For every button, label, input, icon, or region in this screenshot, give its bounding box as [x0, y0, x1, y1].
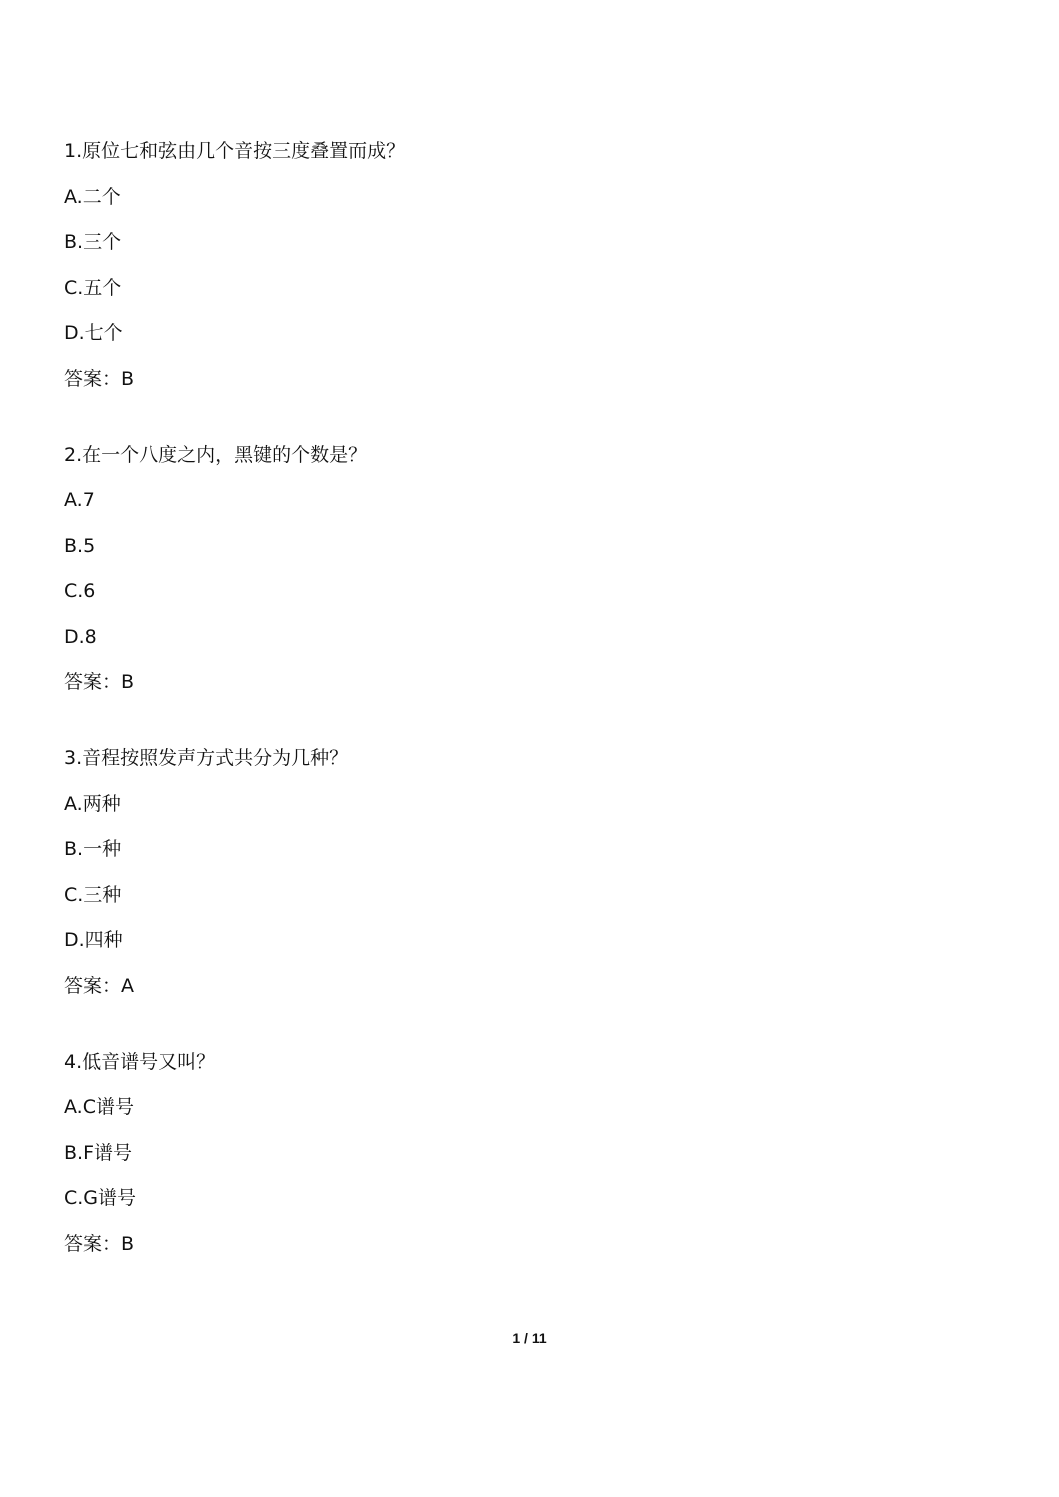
option-d: D.8	[64, 625, 97, 648]
option-b: B.三个	[64, 231, 122, 253]
option-b: B.一种	[64, 838, 122, 860]
question-block-1	[64, 136, 994, 394]
answer-text: 答案：A	[64, 974, 134, 997]
option-a: A.7	[64, 489, 95, 511]
option-c: C.6	[64, 580, 96, 602]
option-a: A.两种	[64, 792, 121, 815]
question-block-2	[64, 440, 994, 698]
answer-text: 答案：B	[64, 671, 135, 693]
option-d: D.七个	[64, 322, 123, 344]
page-indicator: 1 / 11	[512, 1330, 547, 1346]
option-c: C.五个	[64, 276, 122, 299]
question-text: 3.音程按照发声方式共分为几种？	[64, 747, 349, 769]
option-c: C.三种	[64, 883, 122, 906]
question-text: 4.低音谱号又叫？	[64, 1050, 216, 1073]
option-d: D.四种	[64, 929, 123, 951]
question-block-4	[64, 1047, 994, 1259]
option-c: C.G谱号	[64, 1187, 137, 1209]
question-list	[64, 136, 994, 1305]
question-text: 2.在一个八度之内，黑键的个数是？	[64, 443, 368, 466]
option-b: B.5	[64, 534, 96, 557]
answer-text: 答案：B	[64, 1232, 135, 1255]
question-text: 1.原位七和弦由几个音按三度叠置而成？	[64, 140, 406, 162]
option-a: A.二个	[64, 185, 121, 208]
question-block-3	[64, 743, 994, 1001]
option-b: B.F谱号	[64, 1141, 133, 1164]
option-a: A.C谱号	[64, 1096, 134, 1118]
answer-text: 答案：B	[64, 367, 135, 390]
